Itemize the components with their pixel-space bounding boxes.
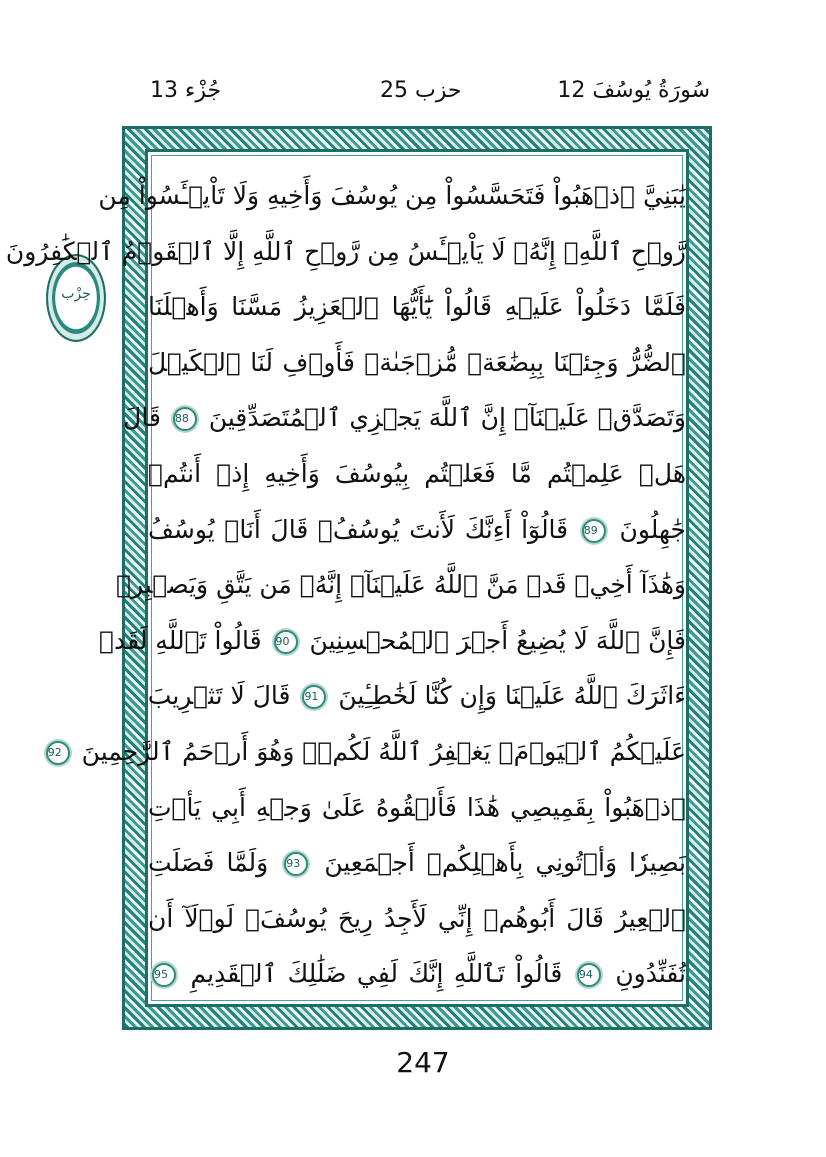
text-line xyxy=(98,168,686,224)
text-line xyxy=(148,279,686,335)
surah-label: 12 سُورَةُ يُوسُفَ xyxy=(557,78,710,103)
page-number: 247 xyxy=(396,1046,450,1079)
line-text: ٱلضُّرُّ وَجِئۡنَا بِبِضَٰعَةٖ مُّزۡجَىٰةٖ فَأَوۡفِ لَنَا ٱلۡكَيۡلَ xyxy=(148,347,686,377)
page-header xyxy=(150,78,710,118)
line-tail: قَالُواْ تَٱللَّهِ إِنَّكَ لَفِي ضَلَٰلِكَ ٱلۡقَدِيمِ xyxy=(190,959,563,989)
line-text: تُفَنِّدُونِ xyxy=(615,959,687,989)
line-text: ٱذۡهَبُواْ بِقَمِيصِي هَٰذَا فَأَلۡقُوهُ عَلَىٰ وَجۡهِ أَبِي يَأۡتِ xyxy=(148,792,686,822)
text-line xyxy=(148,335,686,391)
ayah-marker: 90 xyxy=(274,630,298,654)
line-text: وَتَصَدَّقۡ عَلَيۡنَآۖ إِنَّ ٱللَّهَ يَجۡزِي ٱلۡمُتَصَدِّقِينَ xyxy=(208,403,686,433)
text-line xyxy=(148,891,686,947)
line-text: بَصِيرٗا وَأۡتُونِي بِأَهۡلِكُمۡ أَجۡمَعِينَ xyxy=(324,848,686,878)
line-text: ٱلۡعِيرُ قَالَ أَبُوهُمۡ إِنِّي لَأَجِدُ رِيحَ يُوسُفَۖ لَوۡلَآ أَن xyxy=(148,903,686,933)
hizb-marker-label: حِزْب xyxy=(61,286,91,302)
ayah-marker: 94 xyxy=(577,963,601,987)
text-line xyxy=(148,502,686,558)
line-tail: وَلَمَّا فَصَلَتِ xyxy=(148,848,269,878)
text-line xyxy=(148,668,686,724)
line-text: وَهَٰذَآ أَخِيۖ قَدۡ مَنَّ ٱللَّهُ عَلَيۡنَآۖ إِنَّهُۥ مَن يَتَّقِ وَيَصۡبِرۡ xyxy=(116,570,686,600)
ayah-marker: 92 xyxy=(46,741,70,765)
line-tail: قَالُواْ تَٱللَّهِ لَقَدۡ xyxy=(98,625,262,655)
text-line xyxy=(148,780,686,836)
ayah-marker: 91 xyxy=(302,685,326,709)
ayah-marker: 95 xyxy=(152,963,176,987)
line-tail: قَالُوٓاْ أَءِنَّكَ لَأَنتَ يُوسُفُۖ قَالَ أَنَا۠ يُوسُفُ xyxy=(148,514,569,544)
text-line xyxy=(47,724,686,780)
text-line xyxy=(148,446,686,502)
text-line xyxy=(5,224,686,280)
text-line xyxy=(123,390,686,446)
line-text: هَلۡ عَلِمۡتُم مَّا فَعَلۡتُم بِيُوسُفَ وَأَخِيهِ إِذۡ أَنتُمۡ xyxy=(148,458,686,488)
line-tail: قَالَ لَا تَثۡرِيبَ xyxy=(147,681,291,711)
line-text: فَإِنَّ ٱللَّهَ لَا يُضِيعُ أَجۡرَ ٱلۡمُحۡسِنِينَ xyxy=(309,625,686,655)
text-line xyxy=(98,613,686,669)
line-tail: قَالَ xyxy=(123,403,161,433)
ayah-marker: 93 xyxy=(284,852,308,876)
line-text: عَلَيۡكُمُ ٱلۡيَوۡمَۖ يَغۡفِرُ ٱللَّهُ لَكُمۡۖ وَهُوَ أَرۡحَمُ ٱلرَّٰحِمِينَ xyxy=(81,736,686,766)
hizb-label: حزب 25 xyxy=(380,78,462,103)
line-text: ءَاثَرَكَ ٱللَّهُ عَلَيۡنَا وَإِن كُنَّا لَخَٰطِـِٔينَ xyxy=(338,681,686,711)
text-line xyxy=(116,557,686,613)
ayah-marker: 89 xyxy=(582,519,606,543)
ayah-marker: 88 xyxy=(173,407,197,431)
juz-label: جُزْء 13 xyxy=(150,78,222,103)
line-text: جَٰهِلُونَ xyxy=(619,514,686,544)
line-text: يَٰبَنِيَّ ٱذۡهَبُواْ فَتَحَسَّسُواْ مِن يُوسُفَ وَأَخِيهِ وَلَا تَاْيۡـَٔسُواْ مِن xyxy=(98,181,686,210)
text-line xyxy=(148,946,686,1002)
text-line xyxy=(148,835,686,891)
line-text: رَّوۡحِ ٱللَّهِۖ إِنَّهُۥ لَا يَاْيۡـَٔسُ مِن رَّوۡحِ ٱللَّهِ إِلَّا ٱلۡقَوۡمُ ٱلۡكَٰفِرُونَ xyxy=(5,236,686,266)
line-text: فَلَمَّا دَخَلُواْ عَلَيۡهِ قَالُواْ يَٰٓأَيُّهَا ٱلۡعَزِيزُ مَسَّنَا وَأَهۡلَنَا xyxy=(148,292,686,322)
